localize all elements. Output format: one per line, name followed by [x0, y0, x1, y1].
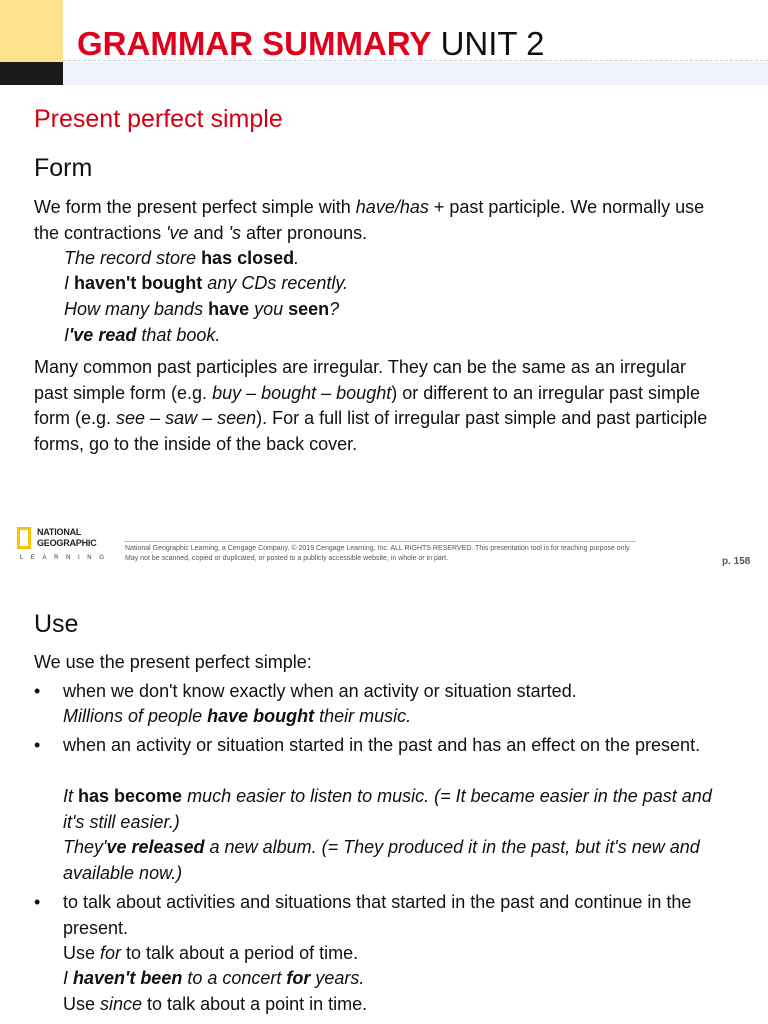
text-run: haven't bought: [74, 273, 203, 293]
form-example-3: [64, 297, 339, 323]
copyright-notice: National Geographic Learning, a Cengage Company. © 2019 Cengage Learning, Inc. ALL RIGHTS RESERVED. This presentation tool is for teaching purpose only. May not be scanned, copied or duplicated, or posted to a publicly accessible website, in whole or in part.: [125, 545, 631, 562]
text-run: We form the present perfect simple with: [34, 197, 356, 217]
bullet-3-text: to talk about activities and situations that started in the past and continue in the present.: [63, 892, 692, 938]
text-run: I: [63, 968, 74, 988]
bullet-3-for-example: [63, 966, 743, 992]
text-run: has become: [78, 786, 183, 806]
text-run: to talk about a period of time.: [121, 943, 359, 963]
text-run: to a concert: [182, 968, 287, 988]
text-run: for: [100, 943, 122, 963]
text-run: How many bands: [64, 299, 209, 319]
text-run: ?: [329, 299, 340, 319]
footer-divider: [124, 541, 636, 542]
text-run: much easier to listen to music. (= It became easier in the past and it's still easier.): [63, 786, 712, 832]
bullet-2-example-1: [63, 784, 728, 835]
text-run: ve released: [106, 837, 205, 857]
text-run: Use: [63, 994, 101, 1014]
header-yellow-block: [0, 0, 63, 62]
bullet-2-example-2: [63, 835, 728, 886]
text-run: have/has: [355, 197, 429, 217]
logo-line-2: GEOGRAPHIC: [37, 538, 97, 548]
form-example-2: [64, 271, 348, 297]
bullet-2-text: when an activity or situation started in the past and has an effect on the present.: [63, 735, 701, 755]
header-band: [63, 62, 768, 85]
text-run: after pronouns.: [241, 222, 368, 243]
form-heading: Form: [34, 154, 93, 182]
text-run: that book.: [136, 325, 221, 345]
text-run: have: [208, 299, 250, 319]
logo-subtitle: LEARNING: [20, 555, 112, 561]
use-intro: We use the present perfect simple:: [34, 652, 312, 672]
text-run: Millions of people: [63, 706, 208, 726]
text-run: .: [294, 248, 300, 268]
text-run: I: [64, 273, 75, 293]
bullet-1-marker: •: [34, 681, 41, 701]
text-run: see – saw – seen: [116, 408, 257, 428]
form-example-4: [64, 323, 220, 349]
text-run: buy – bought – bought: [212, 382, 392, 403]
text-run: 've: [166, 222, 189, 243]
slide-use: [0, 585, 768, 1024]
header-black-block: [0, 62, 63, 85]
text-run: has closed: [201, 248, 295, 268]
text-run: years.: [310, 968, 365, 988]
irregular-paragraph: [34, 355, 724, 457]
title-grammar-summary: GRAMMAR SUMMARY: [77, 25, 432, 62]
text-run: Many common past participles are irregular. They can be the same as an irregular past simple form (e.g.: [34, 357, 686, 403]
bullet-2-marker: •: [34, 735, 41, 755]
bullet-1-text: when we don't know exactly when an activity or situation started.: [63, 681, 577, 701]
text-run: and: [188, 222, 229, 243]
text-run: you: [249, 299, 289, 319]
text-run: their music.: [314, 706, 412, 726]
national-geographic-logo-icon: [17, 527, 31, 549]
logo-line-1: NATIONAL: [37, 527, 82, 537]
text-run: + past participle. We normally use the contractions: [34, 197, 705, 243]
text-run: to talk about a point in time.: [142, 994, 368, 1014]
text-run: It: [63, 786, 79, 806]
use-heading: Use: [34, 610, 79, 638]
page-number: p. 158: [722, 556, 751, 567]
text-run: Use: [63, 943, 101, 963]
text-run: for: [286, 968, 311, 988]
text-run: since: [100, 994, 143, 1014]
text-run: 've read: [69, 325, 137, 345]
text-run: They': [63, 837, 107, 857]
form-example-1: [64, 246, 299, 272]
text-run: ). For a full list of irregular past simple and past participle forms, go to the inside of the back cover.: [34, 408, 708, 454]
text-run: have bought: [207, 706, 315, 726]
text-run: I: [64, 325, 70, 345]
text-run: 's: [228, 222, 242, 243]
text-run: any CDs recently.: [202, 273, 349, 293]
bullet-3-marker: •: [34, 892, 41, 912]
section-title: Present perfect simple: [34, 105, 283, 133]
text-run: seen: [288, 299, 330, 319]
bullet-3-since: [63, 992, 743, 1018]
title-unit: UNIT 2: [440, 25, 545, 62]
bullet-3-for: [63, 941, 743, 967]
text-run: haven't been: [73, 968, 183, 988]
form-intro: [34, 195, 734, 246]
text-run: The record store: [64, 248, 202, 268]
text-run: ) or different to an irregular past simple form (e.g.: [34, 382, 701, 428]
text-run: a new album. (= They produced it in the past, but it's new and available now.): [63, 837, 700, 883]
page-title: [77, 24, 545, 64]
bullet-1-example: [63, 704, 743, 730]
logo-text: [37, 527, 97, 549]
